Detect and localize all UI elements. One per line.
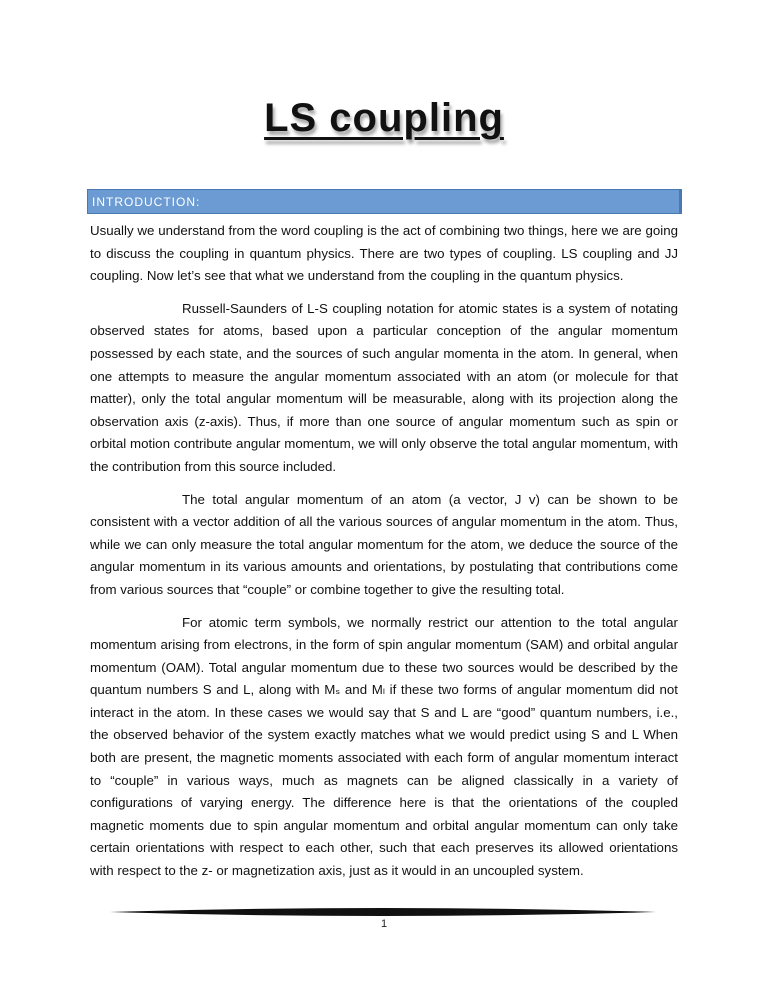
page-title: LS coupling — [264, 96, 504, 140]
paragraph-term-symbols: For atomic term symbols, we normally restrict our attention to the total angular momentum arising from electrons, in the form of spin angular momentum (SAM) and orbital angular momentum (OAM). Total angular momentum due to these two sources would be described by the quantum numbers S and L, along with Mₛ and Mₗ if these two forms of angular momentum did not interact in the atom. In these cases we would say that S and L are “good” quantum numbers, i.e., the observed behavior of the system exactly matches what we would predict using S and L When both are present, the magnetic moments associated with each form of angular momentum interact to “couple” in various ways, much as magnets can be aligned classically in a variety of configurations of varying energy. The difference here is that the orientations of the coupled magnetic moments due to spin angular momentum and orbital angular momentum can only take certain orientations with respect to each other, such that each preserves its allowed orientations with respect to the z- or magnetization axis, just as it would in an uncoupled system. — [90, 614, 678, 879]
paragraph-intro: Usually we understand from the word coupling is the act of combining two things, here we are going to discuss the coupling in quantum physics. There are two types of coupling. LS coupling and JJ coupling. Now let’s see that what we understand from the coupling in the quantum physics. — [90, 223, 678, 284]
section-heading: INTRODUCTION: — [92, 195, 201, 209]
footer-divider — [110, 906, 656, 918]
page-number: 1 — [380, 918, 388, 930]
paragraph-russell-saunders: Russell-Saunders of L-S coupling notation for atomic states is a system of notating observed states for atoms, based upon a particular conception of the angular momentum possessed by each state, and the sources of such angular momenta in the atom. In general, when one attempts to measure the angular momentum associated with an atom (or molecule for that matter), only the total angular momentum will be measurable, along with its projection along the observation axis (z-axis). Thus, if more than one source of angular momentum such as spin or orbital motion contribute angular momentum, we will only observe the total angular momentum, with the contribution from this source included. — [90, 300, 678, 474]
paragraph-total-angular-momentum: The total angular momentum of an atom (a vector, J v) can be shown to be consistent with a vector addition of all the various sources of angular momentum in the atom. Thus, while we can only measure the total angular momentum for the atom, we deduce the source of the angular momentum in its various amounts and orientations, by postulating that contributions come from various sources that “couple” or combine together to give the resulting total. — [90, 491, 678, 597]
document-body — [90, 220, 678, 893]
section-heading-bar — [87, 189, 682, 214]
